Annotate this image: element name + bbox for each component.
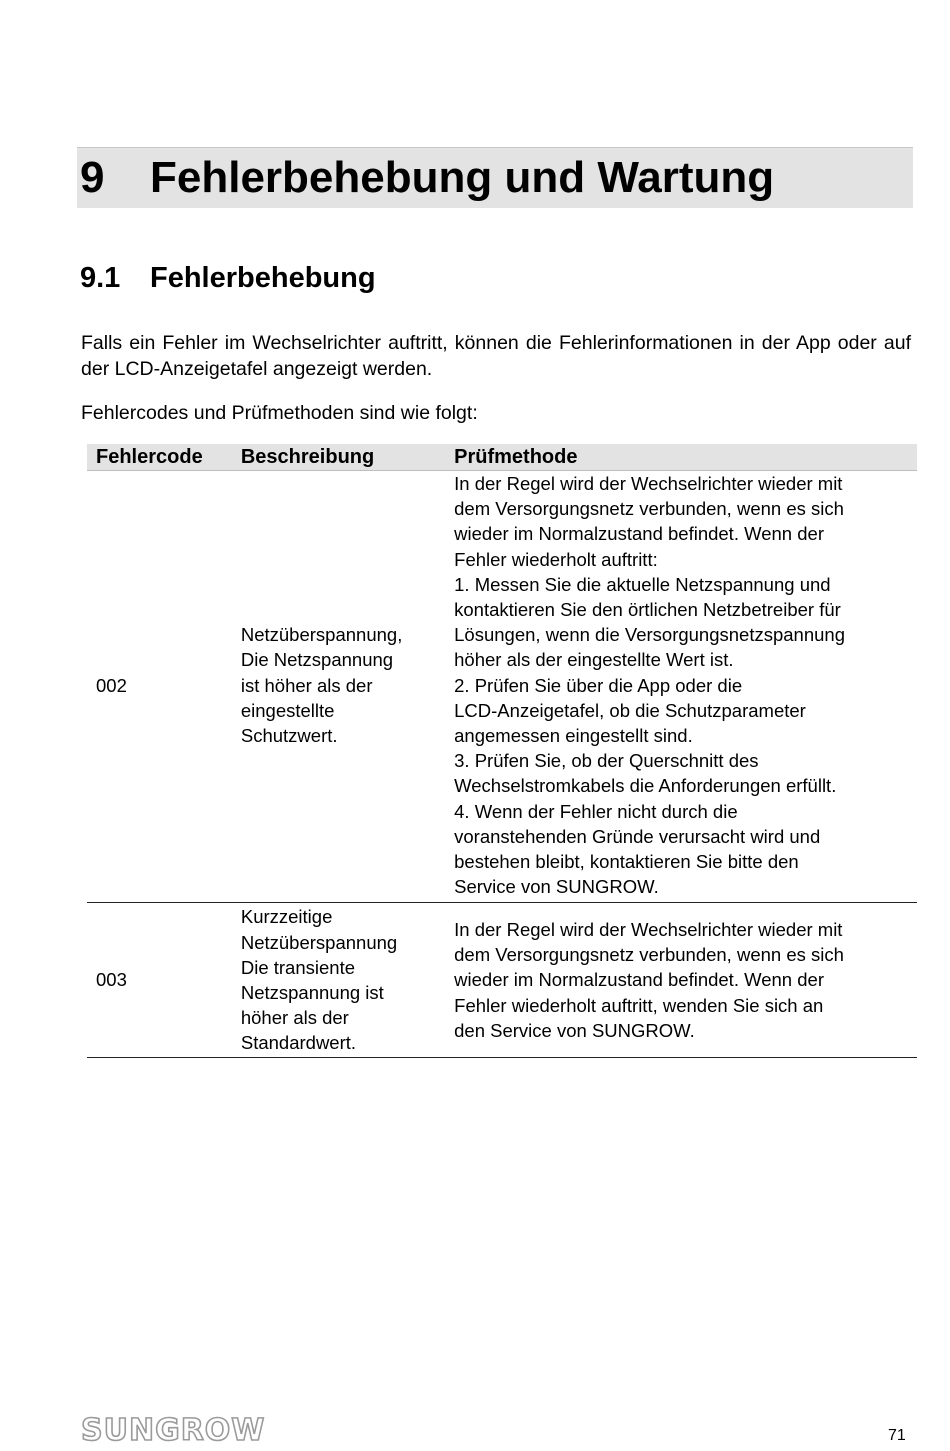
section-number: 9.1 — [80, 262, 121, 294]
table-row — [87, 903, 917, 1057]
error-code-table — [87, 444, 917, 1058]
error-description — [232, 903, 445, 1057]
description-line: Die Netzspannung — [240, 649, 394, 671]
method-line: dem Versorgungsnetz verbunden, wenn es sich — [454, 944, 844, 966]
check-method — [445, 903, 917, 1057]
check-method — [445, 471, 917, 903]
method-line: angemessen eingestellt sind. — [454, 725, 693, 747]
description-line: Standardwert. — [240, 1032, 357, 1054]
error-code: 003 — [87, 903, 232, 1057]
table-intro: Fehlercodes und Prüfmethoden sind wie folgt: — [81, 402, 478, 424]
sungrow-logo-graphic — [81, 1412, 281, 1446]
header-pruefmethode: Prüfmethode — [445, 444, 917, 471]
table-row — [87, 471, 917, 903]
section-title: Fehlerbehebung — [150, 262, 376, 294]
method-line: LCD-Anzeigetafel, ob die Schutzparameter — [454, 699, 806, 721]
method-line: den Service von SUNGROW. — [454, 1019, 695, 1041]
description-line: Netzüberspannung — [240, 931, 398, 953]
method-line: 1. Messen Sie die aktuelle Netzspannung und — [454, 573, 831, 595]
sungrow-logo — [81, 1412, 281, 1451]
description-line: Kurzzeitige — [240, 906, 333, 928]
chapter-title: Fehlerbehebung und Wartung — [150, 153, 775, 202]
description-line: Netzspannung ist — [240, 982, 384, 1004]
method-line: 3. Prüfen Sie, ob der Querschnitt des — [454, 750, 759, 772]
method-line: dem Versorgungsnetz verbunden, wenn es sich — [454, 498, 844, 520]
table-header-row — [87, 444, 917, 471]
method-line: Fehler wiederholt auftritt, wenden Sie sich an — [454, 994, 824, 1016]
method-line: kontaktieren Sie den örtlichen Netzbetreiber für — [454, 599, 841, 621]
method-line: Lösungen, wenn die Versorgungsnetzspannung — [454, 624, 845, 646]
chapter-number: 9 — [80, 153, 105, 202]
method-line: höher als der eingestellte Wert ist. — [454, 649, 734, 671]
description-line: Netzüberspannung, — [240, 624, 403, 646]
page-number: 71 — [888, 1427, 906, 1444]
method-line: wieder im Normalzustand befindet. Wenn der — [454, 969, 824, 991]
logo-wordmark: SUNGROW — [81, 1413, 266, 1446]
method-line: Wechselstromkabels die Anforderungen erfüllt. — [454, 775, 837, 797]
method-line: 4. Wenn der Fehler nicht durch die — [454, 800, 738, 822]
error-description — [232, 471, 445, 903]
error-code: 002 — [87, 471, 232, 903]
description-line: Schutzwert. — [240, 725, 338, 747]
method-line: voranstehenden Gründe verursacht wird und — [454, 825, 821, 847]
description-line: eingestellte — [240, 699, 335, 721]
header-fehlercode: Fehlercode — [87, 444, 232, 471]
method-line: In der Regel wird der Wechselrichter wieder mit — [454, 919, 843, 941]
method-line: In der Regel wird der Wechselrichter wieder mit — [454, 473, 843, 494]
method-line: Service von SUNGROW. — [454, 876, 659, 898]
method-line: wieder im Normalzustand befindet. Wenn der — [454, 523, 824, 545]
method-line: 2. Prüfen Sie über die App oder die — [454, 674, 743, 696]
header-beschreibung: Beschreibung — [232, 444, 445, 471]
method-line: Fehler wiederholt auftritt: — [454, 548, 658, 570]
description-line: höher als der — [240, 1007, 349, 1029]
description-line: ist höher als der — [240, 674, 373, 696]
description-line: Die transiente — [240, 956, 356, 978]
method-line: bestehen bleibt, kontaktieren Sie bitte den — [454, 851, 799, 873]
intro-paragraph: Falls ein Fehler im Wechselrichter auftritt, können die Fehlerinformationen in der App oder auf der LCD-Anzeigetafel angezeigt werden. — [81, 332, 911, 380]
